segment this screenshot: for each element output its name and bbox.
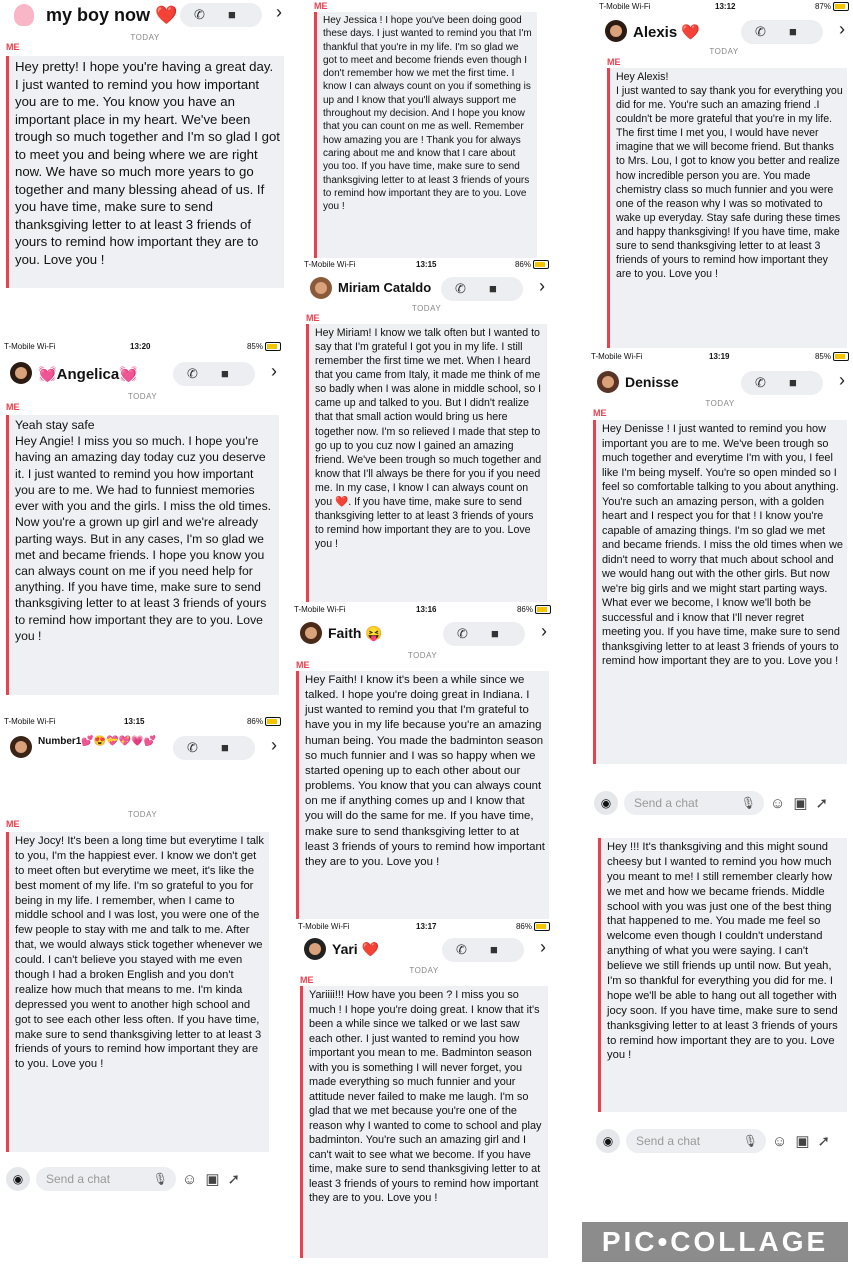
battery-status	[516, 922, 550, 931]
sender-label: ME	[306, 313, 320, 323]
battery-status	[815, 2, 849, 11]
rocket-icon[interactable]: ➚	[227, 1171, 249, 1188]
video-icon[interactable]: ■	[489, 281, 497, 296]
bitmoji-avatar[interactable]	[304, 938, 326, 960]
phone-icon[interactable]: ✆	[456, 942, 467, 957]
chevron-right-icon[interactable]: ›	[540, 937, 546, 957]
bitmoji-avatar[interactable]	[10, 362, 32, 384]
date-divider: TODAY	[407, 651, 438, 660]
chat-extra-icons	[772, 1132, 838, 1150]
sticker-icon[interactable]: ▣	[205, 1171, 228, 1188]
carrier-label: T-Mobile Wi-Fi	[294, 605, 346, 614]
send-chat-input[interactable]	[624, 791, 764, 815]
sender-label: ME	[314, 1, 328, 11]
battery-percent: 86%	[246, 717, 263, 726]
battery-icon	[534, 922, 550, 931]
send-chat-placeholder: Send a chat	[634, 796, 699, 810]
pic-collage-watermark: PIC•COLLAGE	[582, 1222, 848, 1262]
status-bar	[595, 0, 853, 14]
battery-percent: 87%	[814, 2, 831, 11]
sender-label: ME	[607, 57, 621, 67]
send-chat-input[interactable]	[36, 1167, 176, 1191]
date-divider: TODAY	[705, 399, 735, 408]
message-bubble: Hey Miriam! I know we talk often but I wanted to say that I'm grateful I got you in my life. I still remember the first time we met. When I heard that you came from Italy, it made me think of me so badly when I was alone in middle school, so I came up and talked to you. But I didn't realize that that small action would bring us here together now. I'm so relieved I made that step to go up to you cuz now I gained an amazing friend. We've been trough so much together and know that I'll always be there for you if you need me. In my case, I know I can always count on you ❤️. If you have time, make sure to send thanksgiving letter to at least 3 friends of yours to remind how important they are to you. Love you !	[306, 324, 547, 602]
message-bubble: Hey Alexis! I just wanted to say thank you for everything you did for me. You're such an amazing friend .I couldn't be more grateful that you're in my life. The first time I met you, I would have never imagine that we will become friend. But thanks to Mrs. Lou, I got to know you better and realize how incredible person you are. You made chemistry class so much funnier and you were one of the reason why I was so motivated to wake up everyday. Stay safe during these times and happy thanksgiving! If you have time, make sure to send thanksgiving letter to at least 3 friends of yours to remind how important they are to you. Love you !	[607, 68, 847, 348]
carrier-label: T-Mobile Wi-Fi	[298, 922, 350, 931]
sticker-icon[interactable]: ▣	[793, 795, 816, 812]
smiley-icon[interactable]: ☺	[182, 1171, 206, 1188]
battery-icon	[533, 260, 549, 269]
status-bar	[0, 340, 285, 354]
status-time: 13:16	[416, 605, 437, 614]
bitmoji-avatar[interactable]	[605, 20, 627, 42]
contact-name[interactable]: Number1💕😍💝💖💗💕	[38, 736, 157, 747]
message-bubble: Hey Faith! I know it's been a while since we talked. I hope you're doing great in Indiana. I just wanted to remind you that I'm grateful to have you in my life because you're an amazing human being. You made the badminton season so much funnier and I was so happy when we started opening up to each other about our problems. You know that you can always count on me if anything comes up and I know that you will do the same for me. If you have time, make sure to send thanksgiving letter to at least 3 friends of yours to remind how important they are to you. Love you !	[296, 671, 549, 919]
chat-header	[587, 367, 853, 397]
battery-percent: 86%	[515, 922, 532, 931]
sender-label: ME	[6, 819, 20, 829]
sender-label: ME	[300, 975, 314, 985]
chat-extra-icons	[182, 1170, 248, 1188]
chat-input-bar	[4, 1164, 276, 1194]
battery-status	[517, 605, 551, 614]
battery-icon	[833, 2, 849, 11]
chat-header	[300, 273, 553, 303]
contact-name[interactable]: Yari ❤️	[332, 941, 380, 957]
call-buttons	[173, 362, 255, 386]
message-bubble: Yariiii!!! How have you been ? I miss you so much ! I hope you're doing great. I know that it's been a while since we talked or we last saw each other. I just wanted to remind you how important you mean to me. Badminton season with you is something I will never forget, you made everything so much funnier and your attitude never failed to make me laugh. I'm so glad that we met because you're one of the reason why I wanted to come to school and play badminton. You're such an amazing girl and I can't wait to see what we become. If you have time, make sure to send thanksgiving letter to at least 3 friends of yours to remind how important they are to you. Love you !	[300, 986, 548, 1258]
send-chat-placeholder: Send a chat	[46, 1172, 111, 1186]
status-bar	[300, 258, 553, 272]
battery-icon	[833, 352, 849, 361]
call-buttons	[441, 277, 523, 301]
call-buttons	[443, 622, 525, 646]
chat-panel-unnamed	[592, 838, 853, 1116]
contact-name[interactable]: Miriam Cataldo	[338, 280, 432, 295]
call-buttons	[180, 3, 262, 27]
mic-icon[interactable]: 🎙	[742, 1134, 758, 1148]
call-buttons	[741, 20, 823, 44]
battery-status	[247, 342, 281, 351]
bitmoji-avatar[interactable]	[597, 371, 619, 393]
status-time: 13:15	[416, 260, 437, 269]
status-bar	[587, 350, 853, 364]
date-divider: TODAY	[127, 810, 158, 819]
sender-label: ME	[6, 402, 20, 412]
chat-header	[0, 358, 285, 388]
chevron-right-icon[interactable]: ›	[541, 621, 547, 641]
phone-icon[interactable]: ✆	[455, 281, 466, 296]
contact-name[interactable]: Faith 😝	[328, 625, 383, 641]
chat-panel-denisse	[587, 350, 853, 770]
status-time: 13:19	[709, 352, 730, 361]
message-bubble: Hey Denisse ! I just wanted to remind you how important you are to me. We've been trough so much together and everytime I'm with you, I feel like I'm being myself. You're so open minded so I feel so comfortable talking to you about anything. You're such an amazing person, with a golden heart and I respect you for that ! I know you're capable of amazing things. I'm so glad we met and became friends. I miss the old times when we didn't need to worry that much about school and we would hang out with the other girls. But now we're big girls and we might start parting ways. What ever we become, I know we'll both be successful and i know that I'll never regret meeting you. If you have time, make sure to send thanksgiving letter to at least 3 friends of yours to remind how important they are to you. Love you !	[593, 420, 847, 764]
video-icon[interactable]: ■	[491, 626, 499, 641]
video-icon[interactable]: ■	[221, 740, 229, 755]
chevron-right-icon[interactable]: ›	[839, 370, 845, 390]
chat-panel-faith	[290, 603, 555, 921]
battery-icon	[265, 342, 281, 351]
status-bar	[0, 715, 285, 729]
chat-panel-angelica	[0, 340, 285, 695]
phone-icon[interactable]: ✆	[187, 366, 198, 381]
call-buttons	[741, 371, 823, 395]
sender-label: ME	[593, 408, 607, 418]
status-bar	[294, 920, 554, 934]
status-time: 13:12	[715, 2, 736, 11]
chat-panel-alexis	[595, 0, 853, 348]
phone-icon[interactable]: ✆	[187, 740, 198, 755]
bitmoji-avatar[interactable]	[10, 736, 32, 758]
phone-icon[interactable]: ✆	[755, 24, 766, 39]
battery-status	[247, 717, 281, 726]
battery-percent: 86%	[514, 260, 531, 269]
chat-panel-miriam	[300, 258, 553, 603]
chat-panel-jessica	[300, 0, 543, 258]
contact-name[interactable]: 💓Angelica💓	[38, 366, 138, 383]
bitmoji-avatar[interactable]	[14, 4, 34, 26]
call-buttons	[173, 736, 255, 760]
status-bar	[290, 603, 555, 617]
battery-icon	[265, 717, 281, 726]
contact-name[interactable]: my boy now ❤️	[46, 5, 178, 25]
carrier-label: T-Mobile Wi-Fi	[591, 352, 643, 361]
message-bubble: Hey pretty! I hope you're having a great day. I just wanted to remind you how important you are to me. You know you have an important place in my heart. We've been trough so much together and I'm so glad I got to meet you and being where we are right now. We have so much more years to go together and many blessing ahead of us. If you have time, make sure to send thanksgiving letter to at least 3 friends of yours to remind how important they are to you. Love you !	[6, 56, 284, 288]
camera-icon[interactable]: ◉	[6, 1167, 30, 1191]
chat-extra-icons	[770, 794, 836, 812]
phone-icon[interactable]: ✆	[194, 7, 205, 22]
message-bubble: Yeah stay safe Hey Angie! I miss you so much. I hope you're having an amazing day today cuz you deserve it. I just wanted to remind you how important you are to me. We had to funniest memories ever with you and the girls. I miss the old times. Now you're a grown up girl and we're already parting ways. But in any cases, I'm so glad we met and became friends. I hope you know you can always count on me if you need help for anything. If you have time, make sure to send thanksgiving letter to at least 3 friends of yours to remind how important they are to you. Love you !	[6, 415, 279, 695]
chat-input-bar	[594, 1126, 853, 1156]
chevron-right-icon[interactable]: ›	[271, 735, 277, 755]
date-divider: TODAY	[411, 304, 442, 313]
chat-panel-yari	[294, 920, 554, 1260]
sender-label: ME	[6, 42, 20, 52]
battery-icon	[535, 605, 551, 614]
smiley-icon[interactable]: ☺	[770, 795, 794, 812]
chat-header	[595, 16, 853, 46]
video-icon[interactable]: ■	[789, 24, 797, 39]
battery-percent: 85%	[814, 352, 831, 361]
bitmoji-avatar[interactable]	[310, 277, 332, 299]
chat-panel-my-boy-now	[0, 0, 290, 290]
date-divider: TODAY	[130, 33, 160, 42]
chat-input-bar	[592, 788, 853, 818]
sender-label: ME	[296, 660, 310, 670]
date-divider: TODAY	[127, 392, 158, 401]
video-icon[interactable]: ■	[490, 942, 498, 957]
video-icon[interactable]: ■	[789, 375, 797, 390]
smiley-icon[interactable]: ☺	[772, 1133, 796, 1150]
date-divider: TODAY	[409, 966, 439, 975]
chevron-right-icon[interactable]: ›	[839, 19, 845, 39]
battery-percent: 86%	[516, 605, 533, 614]
chat-header	[0, 0, 290, 30]
sticker-icon[interactable]: ▣	[795, 1133, 818, 1150]
date-divider: TODAY	[709, 47, 739, 56]
send-chat-placeholder: Send a chat	[636, 1134, 701, 1148]
bitmoji-avatar[interactable]	[300, 622, 322, 644]
phone-icon[interactable]: ✆	[457, 626, 468, 641]
camera-icon[interactable]: ◉	[596, 1129, 620, 1153]
message-bubble: Hey Jocy! It's been a long time but everytime I talk to you, I'm the happiest ever. I know we don't get to meet often but everytime we meet, it's like the best moment of my life. I'm so grateful to you for being in my life. I remember, when I came to middle school and I was lost, you were one of the few people to stay with me and talk to me. After that, we would always stick together whenever we could. I can't believe you stayed with me even though I had a broken English and you don't realize how much that means to me. I'm kinda depressed you went to another high school and got to see each other less often. If you have time, make sure to send thanksgiving letter to at least 3 friends of yours to remind how important they are to you. Love you !	[6, 832, 269, 1152]
camera-icon[interactable]: ◉	[594, 791, 618, 815]
rocket-icon[interactable]: ➚	[815, 795, 837, 812]
message-bubble: Hey !!! It's thanksgiving and this might sound cheesy but I wanted to remind you how much you meant to me! I still remember clearly how we met and how we became friends. Middle school with you was just one of the best thing that happened to me. You made me feel so welcome even though I couldn't understand anything of what you were saying. I can't believe we still friends up until now. But yeah, I'm so thankful for everything you did for me. I hope we'll be able to hang out all together with jocy soon. If you have time, make sure to send thanksgiving letter to at least 3 friends of yours to remind how important they are to you. Love you !	[598, 838, 847, 1112]
chevron-right-icon[interactable]: ›	[539, 276, 545, 296]
carrier-label: T-Mobile Wi-Fi	[599, 2, 651, 11]
video-icon[interactable]: ■	[221, 366, 229, 381]
contact-name[interactable]: Alexis ❤️	[633, 24, 701, 41]
status-time: 13:17	[416, 922, 437, 931]
carrier-label: T-Mobile Wi-Fi	[4, 717, 56, 726]
message-bubble: Hey Jessica ! I hope you've been doing good these days. I just wanted to remind you that I'm thankful that you're in my life. I'm so glad we got to meet and become friends even though I don't remember how we met the first time. I know I can always count on you if something is up and I know that you'll always support me throughout my decision. And I hope you know that you can count on me as well. Remember how amazing you are ! Thank you for always caring about me and know that I care about you too. If you have time, make sure to send thanksgiving letter to at least 3 friends of yours to remind how important they are to you. Love you !	[314, 12, 537, 258]
phone-icon[interactable]: ✆	[755, 375, 766, 390]
battery-percent: 85%	[246, 342, 263, 351]
mic-icon[interactable]: 🎙	[740, 796, 756, 810]
chevron-right-icon[interactable]: ›	[271, 361, 277, 381]
chat-panel-number1	[0, 715, 285, 1155]
carrier-label: T-Mobile Wi-Fi	[304, 260, 356, 269]
contact-name[interactable]: Denisse	[625, 374, 679, 390]
video-icon[interactable]: ■	[228, 7, 236, 22]
chat-header	[0, 732, 285, 762]
mic-icon[interactable]: 🎙	[152, 1172, 168, 1186]
battery-status	[815, 352, 849, 361]
status-time: 13:20	[130, 342, 151, 351]
chevron-right-icon[interactable]: ›	[276, 2, 282, 22]
send-chat-input[interactable]	[626, 1129, 766, 1153]
battery-status	[515, 260, 549, 269]
call-buttons	[442, 938, 524, 962]
rocket-icon[interactable]: ➚	[817, 1133, 839, 1150]
carrier-label: T-Mobile Wi-Fi	[4, 342, 56, 351]
chat-header	[294, 934, 554, 964]
status-time: 13:15	[124, 717, 145, 726]
chat-header	[290, 618, 555, 648]
